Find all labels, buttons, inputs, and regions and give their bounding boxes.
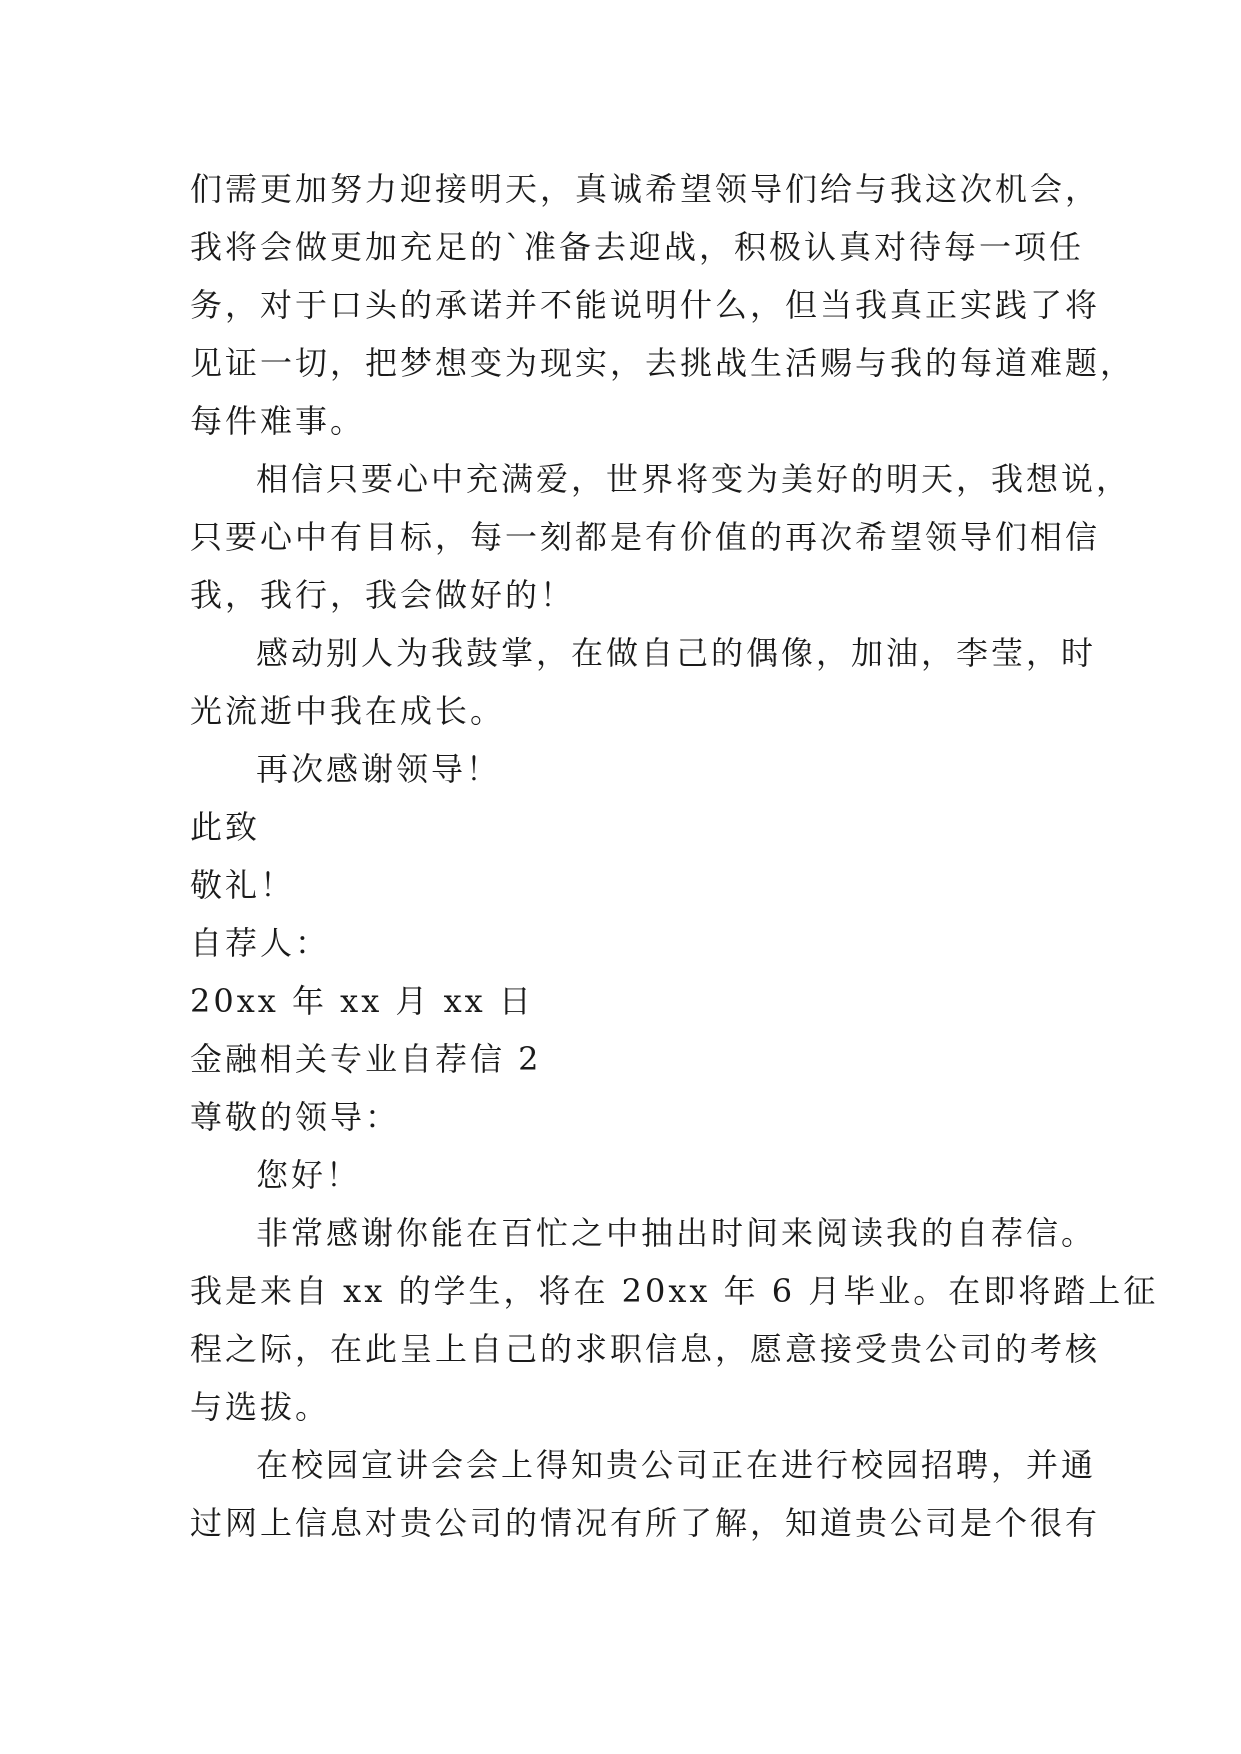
salutation: 尊敬的领导： (190, 1098, 401, 1136)
section-title: 金融相关专业自荐信 2 (190, 1040, 542, 1078)
date-line: 20xx 年 xx 月 xx 日 (190, 982, 534, 1020)
greeting: 您好！ (256, 1156, 362, 1194)
text-line: 我，我行，我会做好的！ (190, 576, 576, 614)
text-line: 我是来自 xx 的学生，将在 20xx 年 6 月毕业。在即将踏上征 (190, 1272, 1159, 1310)
text-line: 程之际，在此呈上自己的求职信息，愿意接受贵公司的考核 (190, 1330, 1101, 1368)
text-line: 每件难事。 (190, 402, 366, 440)
text-line: 们需更加努力迎接明天，真诚希望领导们给与我这次机会， (190, 170, 1101, 208)
text-line: 见证一切，把梦想变为现实，去挑战生活赐与我的每道难题， (190, 344, 1136, 382)
text-line: 我将会做更加充足的`准备去迎战，积极认真对待每一项任 (190, 228, 1085, 266)
text-line: 与选拔。 (190, 1388, 331, 1426)
signature-label: 自荐人： (190, 924, 331, 962)
text-line: 在校园宣讲会会上得知贵公司正在进行校园招聘，并通 (256, 1446, 1097, 1484)
text-line: 务，对于口头的承诺并不能说明什么，但当我真正实践了将 (190, 286, 1101, 324)
text-line: 再次感谢领导！ (256, 750, 502, 788)
text-line: 只要心中有目标，每一刻都是有价值的再次希望领导们相信 (190, 518, 1101, 556)
text-line: 过网上信息对贵公司的情况有所了解，知道贵公司是个很有 (190, 1504, 1101, 1542)
text-line: 相信只要心中充满爱，世界将变为美好的明天，我想说， (256, 460, 1132, 498)
closing-regards: 敬礼！ (190, 866, 296, 904)
closing-salutation: 此致 (190, 808, 261, 846)
document-body (190, 160, 1159, 1552)
text-line: 非常感谢你能在百忙之中抽出时间来阅读我的自荐信。 (256, 1214, 1097, 1252)
text-line: 感动别人为我鼓掌，在做自己的偶像，加油，李莹，时 (256, 634, 1097, 672)
text-line: 光流逝中我在成长。 (190, 692, 506, 730)
